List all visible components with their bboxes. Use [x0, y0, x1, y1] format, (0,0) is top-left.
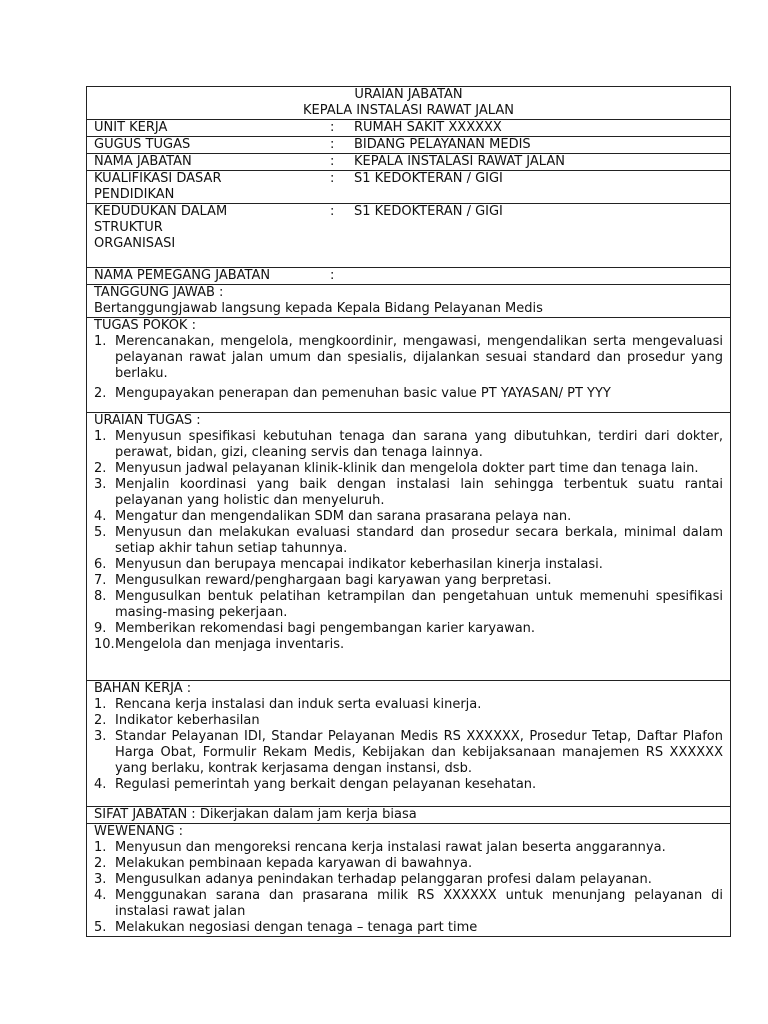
list-item [94, 713, 723, 729]
item-text: Memberikan rekomendasi bagi pengembangan karier karyawan. [115, 621, 536, 636]
list-item [94, 621, 723, 637]
section-sifat-jabatan [87, 807, 731, 824]
section-heading: TANGGUNG JAWAB : [94, 285, 224, 300]
list-item [94, 777, 723, 793]
wewenang-list [94, 840, 723, 936]
field-value: S1 KEDOKTERAN / GIGI [354, 171, 503, 186]
item-number: 4. [94, 509, 107, 524]
field-label-line: KEDUDUKAN DALAM [94, 204, 228, 219]
field-label: NAMA JABATAN [94, 154, 192, 169]
item-number: 3. [94, 729, 107, 744]
section-heading: WEWENANG : [94, 824, 184, 839]
list-item [94, 334, 723, 382]
field-row-kedudukan [87, 204, 731, 268]
list-item [94, 888, 723, 920]
field-value [354, 268, 723, 284]
item-text: Menjalin koordinasi yang baik dengan instalasi lain sehingga terbentuk suatu rantai pelayanan yang holistic dan menyeluruh. [115, 477, 723, 508]
list-item [94, 729, 723, 777]
item-text: Menyusun dan melakukan evaluasi standard dan prosedur secara berkala, minimal dalam setiap akhir tahun setiap tahunnya. [115, 525, 723, 556]
tugas-pokok-list [94, 334, 723, 402]
item-text: Menggunakan sarana dan prasarana milik RS XXXXXX untuk menunjang pelayanan di instalasi rawat jalan [115, 888, 723, 919]
item-text: Menyusun spesifikasi kebutuhan tenaga dan sarana yang dibutuhkan, terdiri dari dokter, perawat, bidan, gizi, cleaning servis dan tenaga lainnya. [115, 429, 723, 460]
item-number: 2. [94, 856, 107, 871]
field-colon: : [330, 137, 335, 152]
document-title: URAIAN JABATAN [354, 87, 463, 102]
list-item [94, 509, 723, 525]
item-text: Menyusun jadwal pelayanan klinik-klinik dan mengelola dokter part time dan tenaga lain. [115, 461, 699, 476]
list-item [94, 697, 723, 713]
item-text: Menyusun dan berupaya mencapai indikator keberhasilan kinerja instalasi. [115, 557, 603, 572]
item-text: Regulasi pemerintah yang berkait dengan pelayanan kesehatan. [115, 777, 537, 792]
field-label [94, 171, 330, 203]
item-number: 2. [94, 461, 107, 476]
field-colon: : [330, 120, 335, 135]
field-value: KEPALA INSTALASI RAWAT JALAN [354, 154, 565, 169]
list-item [94, 872, 723, 888]
title-cell [87, 87, 731, 120]
list-item [94, 840, 723, 856]
section-heading: TUGAS POKOK : [94, 318, 196, 333]
field-colon: : [330, 268, 335, 283]
list-item [94, 429, 723, 461]
item-text: Mengelola dan menjaga inventaris. [115, 637, 345, 652]
list-item [94, 637, 723, 653]
uraian-tugas-list [94, 429, 723, 653]
job-description-table [86, 86, 731, 937]
field-label: GUGUS TUGAS [94, 137, 191, 152]
item-number: 1. [94, 429, 107, 444]
field-label [94, 204, 330, 252]
field-label: NAMA PEMEGANG JABATAN [94, 268, 271, 283]
list-item [94, 856, 723, 872]
list-item [94, 477, 723, 509]
section-uraian-tugas [87, 413, 731, 681]
section-bahan-kerja [87, 681, 731, 807]
field-label-line: KUALIFIKASI DASAR [94, 171, 222, 186]
list-item [94, 525, 723, 557]
item-text: Mengatur dan mengendalikan SDM dan sarana prasarana pelaya nan. [115, 509, 572, 524]
item-text: Rencana kerja instalasi dan induk serta evaluasi kinerja. [115, 697, 482, 712]
item-number: 1. [94, 334, 107, 349]
field-value: S1 KEDOKTERAN / GIGI [354, 204, 503, 219]
field-value: BIDANG PELAYANAN MEDIS [354, 137, 531, 152]
item-number: 1. [94, 840, 107, 855]
field-colon: : [330, 171, 335, 186]
field-row-kualifikasi [87, 171, 731, 204]
field-label-line: PENDIDIKAN [94, 187, 175, 202]
list-item [94, 557, 723, 573]
item-text: Standar Pelayanan IDI, Standar Pelayanan Medis RS XXXXXX, Prosedur Tetap, Daftar Plafon Harga Obat, Formulir Rekam Medis, Kebijakan dan kebijaksanaan manajemen RS XXXXXX yang berlaku, kontrak kerjasama dengan instansi, dsb. [115, 729, 723, 776]
item-number: 1. [94, 697, 107, 712]
item-text: Mengupayakan penerapan dan pemenuhan basic value PT YAYASAN/ PT YYY [115, 386, 611, 401]
section-heading: BAHAN KERJA : [94, 681, 192, 696]
item-text: Melakukan negosiasi dengan tenaga – tenaga part time [115, 920, 478, 935]
item-text: Mengusulkan bentuk pelatihan ketrampilan dan pengetahuan untuk memenuhi spesifikasi masing-masing pekerjaan. [115, 589, 723, 620]
item-text: Melakukan pembinaan kepada karyawan di bawahnya. [115, 856, 473, 871]
sifat-jabatan-text: SIFAT JABATAN : Dikerjakan dalam jam kerja biasa [94, 807, 417, 822]
field-row-pemegang-jabatan [87, 268, 731, 285]
list-item [94, 461, 723, 477]
item-number: 2. [94, 713, 107, 728]
section-wewenang [87, 824, 731, 937]
item-number: 2. [94, 386, 107, 401]
title-row [87, 87, 731, 120]
field-colon: : [330, 154, 335, 169]
item-number: 8. [94, 589, 107, 604]
item-number: 3. [94, 477, 107, 492]
item-number: 5. [94, 920, 107, 935]
item-number: 3. [94, 872, 107, 887]
field-value: RUMAH SAKIT XXXXXX [354, 120, 502, 135]
item-number: 9. [94, 621, 107, 636]
item-text: Mengusulkan adanya penindakan terhadap pelanggaran profesi dalam pelayanan. [115, 872, 652, 887]
item-text: Menyusun dan mengoreksi rencana kerja instalasi rawat jalan beserta anggarannya. [115, 840, 666, 855]
list-item [94, 386, 723, 402]
section-heading: URAIAN TUGAS : [94, 413, 201, 428]
item-number: 6. [94, 557, 107, 572]
list-item [94, 589, 723, 621]
item-number: 10. [94, 637, 115, 652]
field-row-unit-kerja [87, 120, 731, 137]
item-number: 4. [94, 888, 107, 903]
document-subtitle: KEPALA INSTALASI RAWAT JALAN [303, 103, 514, 118]
field-colon: : [330, 204, 335, 219]
field-row-gugus-tugas [87, 137, 731, 154]
bahan-kerja-list [94, 697, 723, 793]
item-text: Merencanakan, mengelola, mengkoordinir, mengawasi, mengendalikan serta mengevaluasi pelayanan rawat jalan umum dan spesialis, dijalankan sesuai standard dan prosedur yang berlaku. [115, 334, 723, 381]
field-label-line: ORGANISASI [94, 236, 176, 251]
section-tugas-pokok [87, 318, 731, 413]
list-item [94, 920, 723, 936]
field-row-nama-jabatan [87, 154, 731, 171]
item-number: 5. [94, 525, 107, 540]
section-text: Bertanggungjawab langsung kepada Kepala Bidang Pelayanan Medis [94, 301, 543, 316]
item-number: 4. [94, 777, 107, 792]
list-item [94, 573, 723, 589]
item-text: Indikator keberhasilan [115, 713, 260, 728]
field-label: UNIT KERJA [94, 120, 168, 135]
field-label-line: STRUKTUR [94, 220, 163, 235]
item-text: Mengusulkan reward/penghargaan bagi karyawan yang berpretasi. [115, 573, 552, 588]
section-tanggung-jawab [87, 285, 731, 318]
item-number: 7. [94, 573, 107, 588]
